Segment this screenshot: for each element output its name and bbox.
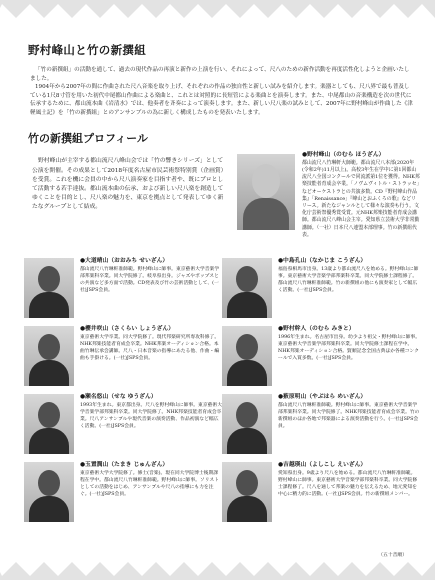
member-photo <box>24 394 74 454</box>
master-bio: 都山流尺八竹琳軒大師範。都山流尺八本部(2020年(令和2年)11月以上)。高校3年生在学中に第1回都山流尺八全国コンクールで同流派第1位を獲得。NHK邦楽技能者育成会卒業。「ノヴムヴィトル・ストラッセ」などオーケストラとの共演多数。CD『野村峰山作品集』「Renaissance」『峰山とおふくろの歌』などリリース。新たなジャンルとして様々な演奏も行う。文化庁芸術祭優秀賞受賞。元NHK邦楽技能者育成会講師。都山流尺八峰山会主宰。愛知県立芸術大学非常勤講師。（一社）日本尺八連盟本部理事。竹の新撰組代表。 <box>302 159 420 238</box>
section1-paragraph1: 「竹の新撰組」の活動を通して、過去の現代作品の再演と新作の上演を行い、それによって、尺八のための新作活動を再度活性化しようと企画いたしました。 <box>30 67 410 82</box>
master-name: ●野村峰山（のむら ほうざん） <box>302 151 385 158</box>
member-name: ●薮原明山（やぶはら めいざん） <box>278 393 367 400</box>
member-photo <box>24 462 74 522</box>
member-bio: 都山流尺八竹琳軒准師範。野村峰山に師事。東京藝術大学音楽学部邦楽科卒業。同大学院修了。NHK邦楽技能者育成会卒業。竹の新撰組のほか各地で邦楽器による演奏活動を行う。(一社)JSPS会員。 <box>278 402 420 429</box>
member-photo <box>24 326 74 386</box>
section1-title: 野村峰山と竹の新撰組 <box>28 43 146 57</box>
member-card <box>24 326 224 388</box>
section1-paragraph2: 1904年から2007年の間に作曲された尺八音楽を取り上げ、それぞれの作品の独自性と新しい試みを紹介します。楽器としても、尺八界で最も普及している1尺8寸管を用いた初代中尾都山作曲による楽曲と、これとは対照的に長短管による楽曲とを演奏します。また、中尾都山の音楽構造を次の世代に伝承するために、都山流本曲《岩清水》では、他奏者を斉奏によって演奏します。また、新しい尺八楽の試みとして、2007年に野村峰山が作曲した《津軽風土記》を「竹の新撰組」とのアンサンブルの為に新しく構成したものを発表いたします。 <box>30 84 413 116</box>
member-bio: 福島県相馬市出身。13歳より都山流尺八を始める。野村峰山に師事。東京藝術大学音楽学部邦楽科卒業。同大学院修士課程修了。都山流尺八竹琳軒准師範。竹の新撰組の他にも演奏家として幅広く活動。(一社)JSPS会員。 <box>278 266 419 293</box>
member-name: ●櫻井咲山（さくらい しょうざん） <box>80 325 175 332</box>
page-note: （五十音順） <box>378 553 407 558</box>
bottom-zigzag-border <box>0 562 435 580</box>
member-bio: 東京藝術大学卒業。同大学院修了。現代邦楽研究所専攻科修了。NHK邦楽技能者育成会卒業。NHK邦楽オーディション合格。本曲竹琳伝承会講師。尺八・日本音楽の指導にあたる他、作曲・編曲も手掛ける。(一社)JSPS会員。 <box>80 334 220 361</box>
member-card <box>222 258 422 320</box>
member-name: ●野村幹人（のむら みきと） <box>278 325 355 332</box>
member-card <box>24 258 224 320</box>
intro-row <box>16 152 419 252</box>
member-photo <box>222 258 272 318</box>
top-zigzag-border <box>0 0 435 18</box>
member-card <box>24 462 224 524</box>
content <box>16 30 421 497</box>
member-bio: 東京藝術大学大学院修了。修士(音楽)。現在同大学院博士後期課程在学中。都山流尺八竹琳軒准師範。野村峰山に師事。ソリストとしての活動をはじめ、アンサンブルや尺八の指導にも力を注ぐ。(一社)JSPS会員。 <box>80 470 220 497</box>
member-photo <box>222 326 272 386</box>
member-card <box>222 326 422 388</box>
member-card <box>24 394 224 456</box>
member-photo <box>222 462 272 522</box>
member-bio: 1993年生まれ。東京都出身。尺八を野村峰山に師事。東京藝術大学音楽学部邦楽科卒業。同大学院修了。NHK邦楽技能者育成会卒業。尺八アンサンブルや現代音楽の演奏活動、作品初演など幅広く活動。(一社)JSPS会員。 <box>80 402 223 429</box>
member-name: ●中島孔山（なかじま こうざん） <box>278 257 367 264</box>
section2-title: 竹の新撰組プロフィール <box>28 131 148 145</box>
member-card <box>222 462 422 524</box>
master-photo <box>237 154 295 230</box>
member-bio: 都山流尺八竹琳軒准師範。野村峰山に師事。東京藝術大学音楽学部邦楽科卒業。同大学院修了。岐阜県出身。ジャズやポップスとの共演など多方面で活動。CD発表及び竹の芸術活動として、(一社)JSPS会員。 <box>80 266 220 293</box>
member-name: ●瀬名悠山（せな ゆうざん） <box>80 393 157 400</box>
member-name: ●大道晴山（おおみち せいざん） <box>80 257 169 264</box>
member-card <box>222 394 422 456</box>
member-bio: 愛知県出身。9歳より尺八を始める。都山流尺八竹琳軒准師範。野村峰山に師事。東京藝術大学音楽学部邦楽科卒業。同大学院修士課程修了。尺八を通して邦楽の魅力を伝えるため、地元愛知を中心に精力的に活動。(一社)JSPS会員。竹の新撰組メンバー。 <box>278 470 418 497</box>
member-photo <box>222 394 272 454</box>
master-info <box>302 152 420 239</box>
member-photo <box>24 258 74 318</box>
member-name: ●吉越瑛山（よしこし えいざん） <box>278 461 367 468</box>
member-name: ●玉置潤山（たまき じゅんざん） <box>80 461 169 468</box>
member-bio: 1996年生まれ。名古屋市出身。幼少より祖父・野村峰山に師事。東京藝術大学音楽学部邦楽科卒業。同大学院修士課程在学中。NHK邦楽オーディション合格。賢順記念全国古典ほか各種コンクールで入賞多数。(一社)JSPS会員。 <box>278 334 421 361</box>
section2-intro: 野村峰山が主宰する都山流尺八峰山会では「竹の響きシリーズ」として公演を開催。その成果として2018年度名古屋市民芸術祭特別賞（企画賞）を受賞。これを機に会員の中から尺八演奏家を目指す者や、既にプロとして活動する若手達抜。都山流本曲の伝承、および新しい尺八楽を創造してゆくことを目的とし、尺八楽の魅力を、東京を拠点として発表してゆく新たなグループとして結成。 <box>32 158 224 211</box>
